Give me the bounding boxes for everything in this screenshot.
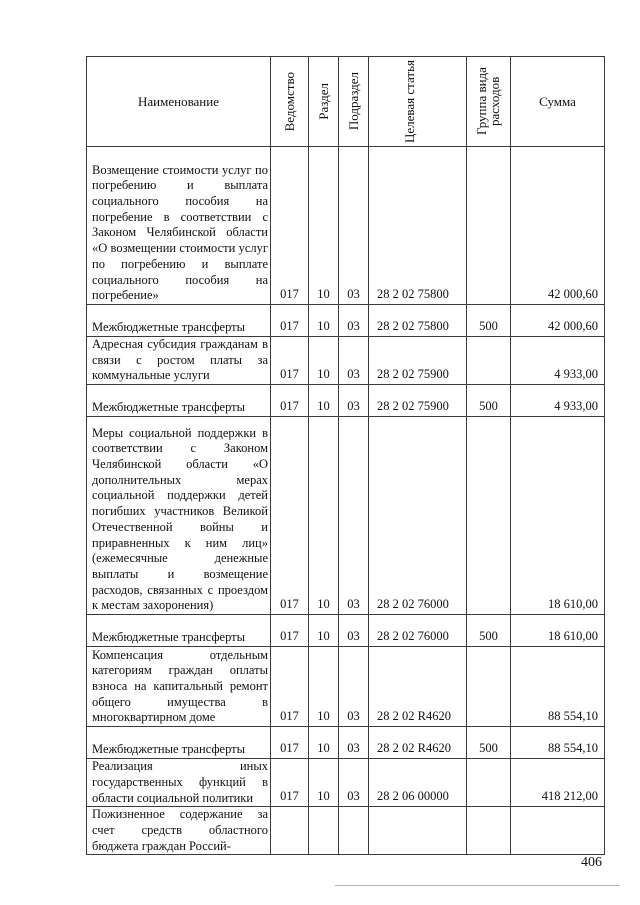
row-ministry: 017 bbox=[271, 417, 309, 615]
row-subsection: 03 bbox=[339, 417, 369, 615]
row-name: Межбюджетные трансферты bbox=[87, 305, 271, 337]
row-expense-group: 500 bbox=[467, 727, 511, 759]
row-expense-group: 500 bbox=[467, 305, 511, 337]
row-target-item: 28 2 02 75900 bbox=[369, 385, 467, 417]
row-target-item: 28 2 02 R4620 bbox=[369, 727, 467, 759]
row-subsection: 03 bbox=[339, 647, 369, 727]
table-row bbox=[87, 337, 605, 385]
row-ministry: 017 bbox=[271, 147, 309, 305]
row-target-item: 28 2 06 00000 bbox=[369, 759, 467, 807]
row-amount: 18 610,00 bbox=[511, 615, 605, 647]
row-ministry: 017 bbox=[271, 727, 309, 759]
row-expense-group bbox=[467, 807, 511, 855]
header-ministry: Ведомство bbox=[271, 57, 309, 147]
row-section: 10 bbox=[309, 727, 339, 759]
row-name: Межбюджетные трансферты bbox=[87, 385, 271, 417]
row-subsection: 03 bbox=[339, 615, 369, 647]
row-expense-group: 500 bbox=[467, 615, 511, 647]
row-amount bbox=[511, 807, 605, 855]
row-target-item: 28 2 02 76000 bbox=[369, 417, 467, 615]
header-section: Раздел bbox=[309, 57, 339, 147]
row-section bbox=[309, 807, 339, 855]
row-section: 10 bbox=[309, 647, 339, 727]
row-subsection: 03 bbox=[339, 727, 369, 759]
row-ministry: 017 bbox=[271, 385, 309, 417]
row-subsection: 03 bbox=[339, 337, 369, 385]
row-amount: 88 554,10 bbox=[511, 647, 605, 727]
budget-table bbox=[86, 56, 605, 855]
row-ministry: 017 bbox=[271, 337, 309, 385]
row-subsection: 03 bbox=[339, 759, 369, 807]
row-section: 10 bbox=[309, 385, 339, 417]
row-amount: 18 610,00 bbox=[511, 417, 605, 615]
row-section: 10 bbox=[309, 337, 339, 385]
table-header-row bbox=[87, 57, 605, 147]
row-target-item: 28 2 02 R4620 bbox=[369, 647, 467, 727]
row-section: 10 bbox=[309, 147, 339, 305]
row-name: Реализация иных государственных функций в области социальной политики bbox=[87, 759, 271, 807]
header-name: Наименование bbox=[87, 57, 271, 147]
row-amount: 418 212,00 bbox=[511, 759, 605, 807]
row-expense-group bbox=[467, 647, 511, 727]
row-section: 10 bbox=[309, 759, 339, 807]
row-expense-group bbox=[467, 759, 511, 807]
row-target-item: 28 2 02 75900 bbox=[369, 337, 467, 385]
row-amount: 88 554,10 bbox=[511, 727, 605, 759]
row-ministry: 017 bbox=[271, 759, 309, 807]
row-section: 10 bbox=[309, 305, 339, 337]
row-ministry: 017 bbox=[271, 647, 309, 727]
row-subsection: 03 bbox=[339, 305, 369, 337]
row-name: Адресная субсидия гражданам в связи с ростом платы за коммунальные услуги bbox=[87, 337, 271, 385]
table-row bbox=[87, 759, 605, 807]
row-ministry bbox=[271, 807, 309, 855]
row-subsection: 03 bbox=[339, 147, 369, 305]
table-row bbox=[87, 615, 605, 647]
row-name: Меры социальной поддержки в соответствии с Законом Челябинской области «О дополнительных мерах социальной поддержки детей погибших участников Великой Отечественной войны и приравненных к ним лиц» (ежемесячные денежные выплаты и возмещение расходов, связанных с проездом к местам захоронения) bbox=[87, 417, 271, 615]
row-section: 10 bbox=[309, 417, 339, 615]
row-expense-group bbox=[467, 417, 511, 615]
row-name: Компенсация отдельным категориям граждан оплаты взноса на капитальный ремонт общего имущества в многоквартирном доме bbox=[87, 647, 271, 727]
row-target-item: 28 2 02 75800 bbox=[369, 305, 467, 337]
row-expense-group bbox=[467, 147, 511, 305]
row-expense-group bbox=[467, 337, 511, 385]
table-row bbox=[87, 305, 605, 337]
table-row bbox=[87, 807, 605, 855]
row-ministry: 017 bbox=[271, 615, 309, 647]
table-row bbox=[87, 417, 605, 615]
row-subsection bbox=[339, 807, 369, 855]
row-subsection: 03 bbox=[339, 385, 369, 417]
footer-divider bbox=[335, 885, 620, 886]
row-name: Возмещение стоимости услуг по погребению и выплата социального пособия на погребение в соответствии с Законом Челябинской области «О возмещении стоимости услуг по погребению и выплате социального пособия на погребение» bbox=[87, 147, 271, 305]
table-row bbox=[87, 727, 605, 759]
header-amount: Сумма bbox=[511, 57, 605, 147]
row-amount: 42 000,60 bbox=[511, 305, 605, 337]
row-amount: 4 933,00 bbox=[511, 385, 605, 417]
row-name: Межбюджетные трансферты bbox=[87, 727, 271, 759]
row-target-item bbox=[369, 807, 467, 855]
row-section: 10 bbox=[309, 615, 339, 647]
row-name: Пожизненное содержание за счет средств областного бюджета граждан Россий- bbox=[87, 807, 271, 855]
row-amount: 4 933,00 bbox=[511, 337, 605, 385]
row-ministry: 017 bbox=[271, 305, 309, 337]
table-row bbox=[87, 147, 605, 305]
table-row bbox=[87, 647, 605, 727]
header-target-item: Целевая статья bbox=[369, 57, 467, 147]
header-subsection: Подраздел bbox=[339, 57, 369, 147]
row-target-item: 28 2 02 75800 bbox=[369, 147, 467, 305]
row-expense-group: 500 bbox=[467, 385, 511, 417]
page-number: 406 bbox=[581, 855, 602, 870]
row-amount: 42 000,60 bbox=[511, 147, 605, 305]
table-row bbox=[87, 385, 605, 417]
row-name: Межбюджетные трансферты bbox=[87, 615, 271, 647]
header-expense-group: Группа вида расходов bbox=[467, 57, 511, 147]
row-target-item: 28 2 02 76000 bbox=[369, 615, 467, 647]
